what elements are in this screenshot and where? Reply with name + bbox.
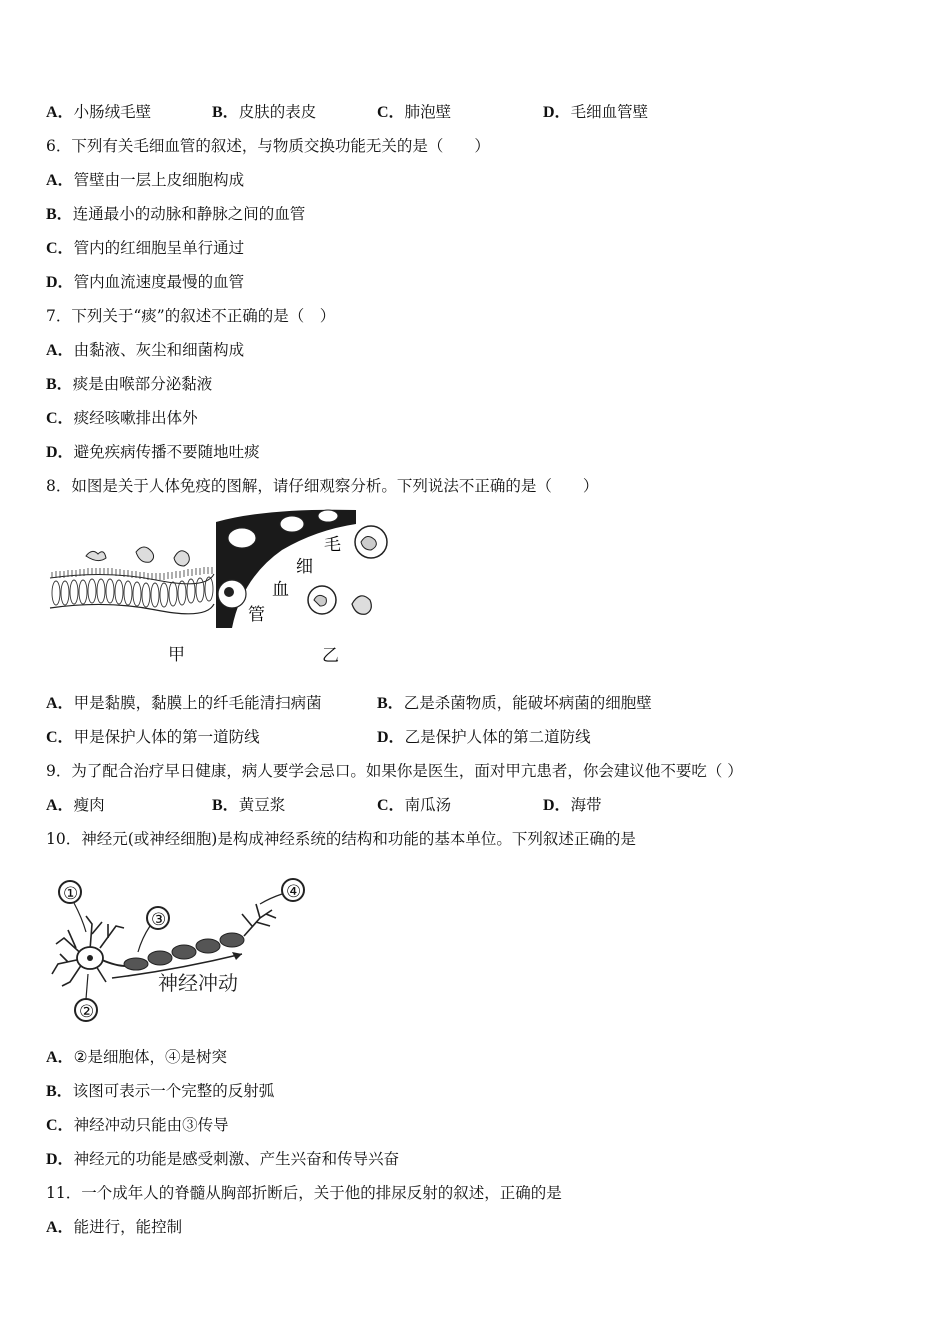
immunity-figure — [46, 508, 396, 628]
q8-option-d: D．乙是保护人体的第二道防线 — [377, 728, 591, 746]
figure-label-yi: 乙 — [322, 646, 339, 666]
q7-stem: 7．下列关于“痰”的叙述不正确的是（ ） — [46, 307, 336, 325]
q7-option-b: B．痰是由喉部分泌黏液 — [46, 375, 213, 393]
q5-option-d: D．毛细血管壁 — [543, 103, 649, 121]
neuron-figure — [46, 874, 316, 1026]
q10-option-d: D．神经元的功能是感受刺激、产生兴奋和传导兴奋 — [46, 1150, 400, 1168]
label-2: ② — [79, 1002, 95, 1022]
q8-option-b: B．乙是杀菌物质，能破坏病菌的细胞壁 — [377, 694, 652, 712]
fig-char-xue: 血 — [272, 580, 289, 600]
q5-option-a: A．小肠绒毛壁 — [46, 103, 152, 121]
q5-option-b: B．皮肤的表皮 — [212, 103, 317, 121]
q6-option-a: A．管壁由一层上皮细胞构成 — [46, 171, 245, 189]
q11-option-a: A．能进行，能控制 — [46, 1218, 183, 1236]
q6-option-b: B．连通最小的动脉和静脉之间的血管 — [46, 205, 306, 223]
fig-char-xi: 细 — [296, 557, 313, 577]
q7-option-a: A．由黏液、灰尘和细菌构成 — [46, 341, 245, 359]
figure-label-jia: 甲 — [168, 645, 185, 665]
q9-stem: 9．为了配合治疗早日健康，病人要学会忌口。如果你是医生，面对甲亢患者，你会建议他不要吃（ ） — [46, 762, 743, 780]
mucosa-illustration — [50, 547, 214, 614]
label-1: ① — [63, 884, 79, 904]
q6-option-c: C．管内的红细胞呈单行通过 — [46, 239, 245, 257]
q10-option-b: B．该图可表示一个完整的反射弧 — [46, 1082, 275, 1100]
q9-option-b: B．黄豆浆 — [212, 796, 286, 814]
q10-stem: 10．神经元(或神经细胞)是构成神经系统的结构和功能的基本单位。下列叙述正确的是 — [46, 830, 636, 848]
q9-option-d: D．海带 — [543, 796, 602, 814]
q9-option-a: A．瘦肉 — [46, 796, 105, 814]
label-4: ④ — [286, 882, 302, 902]
label-3: ③ — [151, 910, 167, 930]
q10-option-a: A．②是细胞体，④是树突 — [46, 1048, 227, 1066]
q8-stem: 8．如图是关于人体免疫的图解，请仔细观察分析。下列说法不正确的是（ ） — [46, 477, 599, 495]
q8-option-c: C．甲是保护人体的第一道防线 — [46, 728, 260, 746]
q9-option-c: C．南瓜汤 — [377, 796, 452, 814]
q5-option-c: C．肺泡壁 — [377, 103, 452, 121]
q7-option-d: D．避免疾病传播不要随地吐痰 — [46, 443, 260, 461]
q6-option-d: D．管内血流速度最慢的血管 — [46, 273, 245, 291]
q7-option-c: C．痰经咳嗽排出体外 — [46, 409, 198, 427]
nerve-impulse-caption: 神经冲动 — [158, 971, 238, 995]
fig-char-mao: 毛 — [324, 535, 341, 555]
q8-option-a: A．甲是黏膜，黏膜上的纤毛能清扫病菌 — [46, 694, 322, 712]
fig-char-guan: 管 — [248, 605, 265, 625]
q10-option-c: C．神经冲动只能由③传导 — [46, 1116, 229, 1134]
q11-stem: 11．一个成年人的脊髓从胸部折断后，关于他的排尿反射的叙述，正确的是 — [46, 1184, 562, 1202]
q6-stem: 6．下列有关毛细血管的叙述，与物质交换功能无关的是（ ） — [46, 137, 490, 155]
